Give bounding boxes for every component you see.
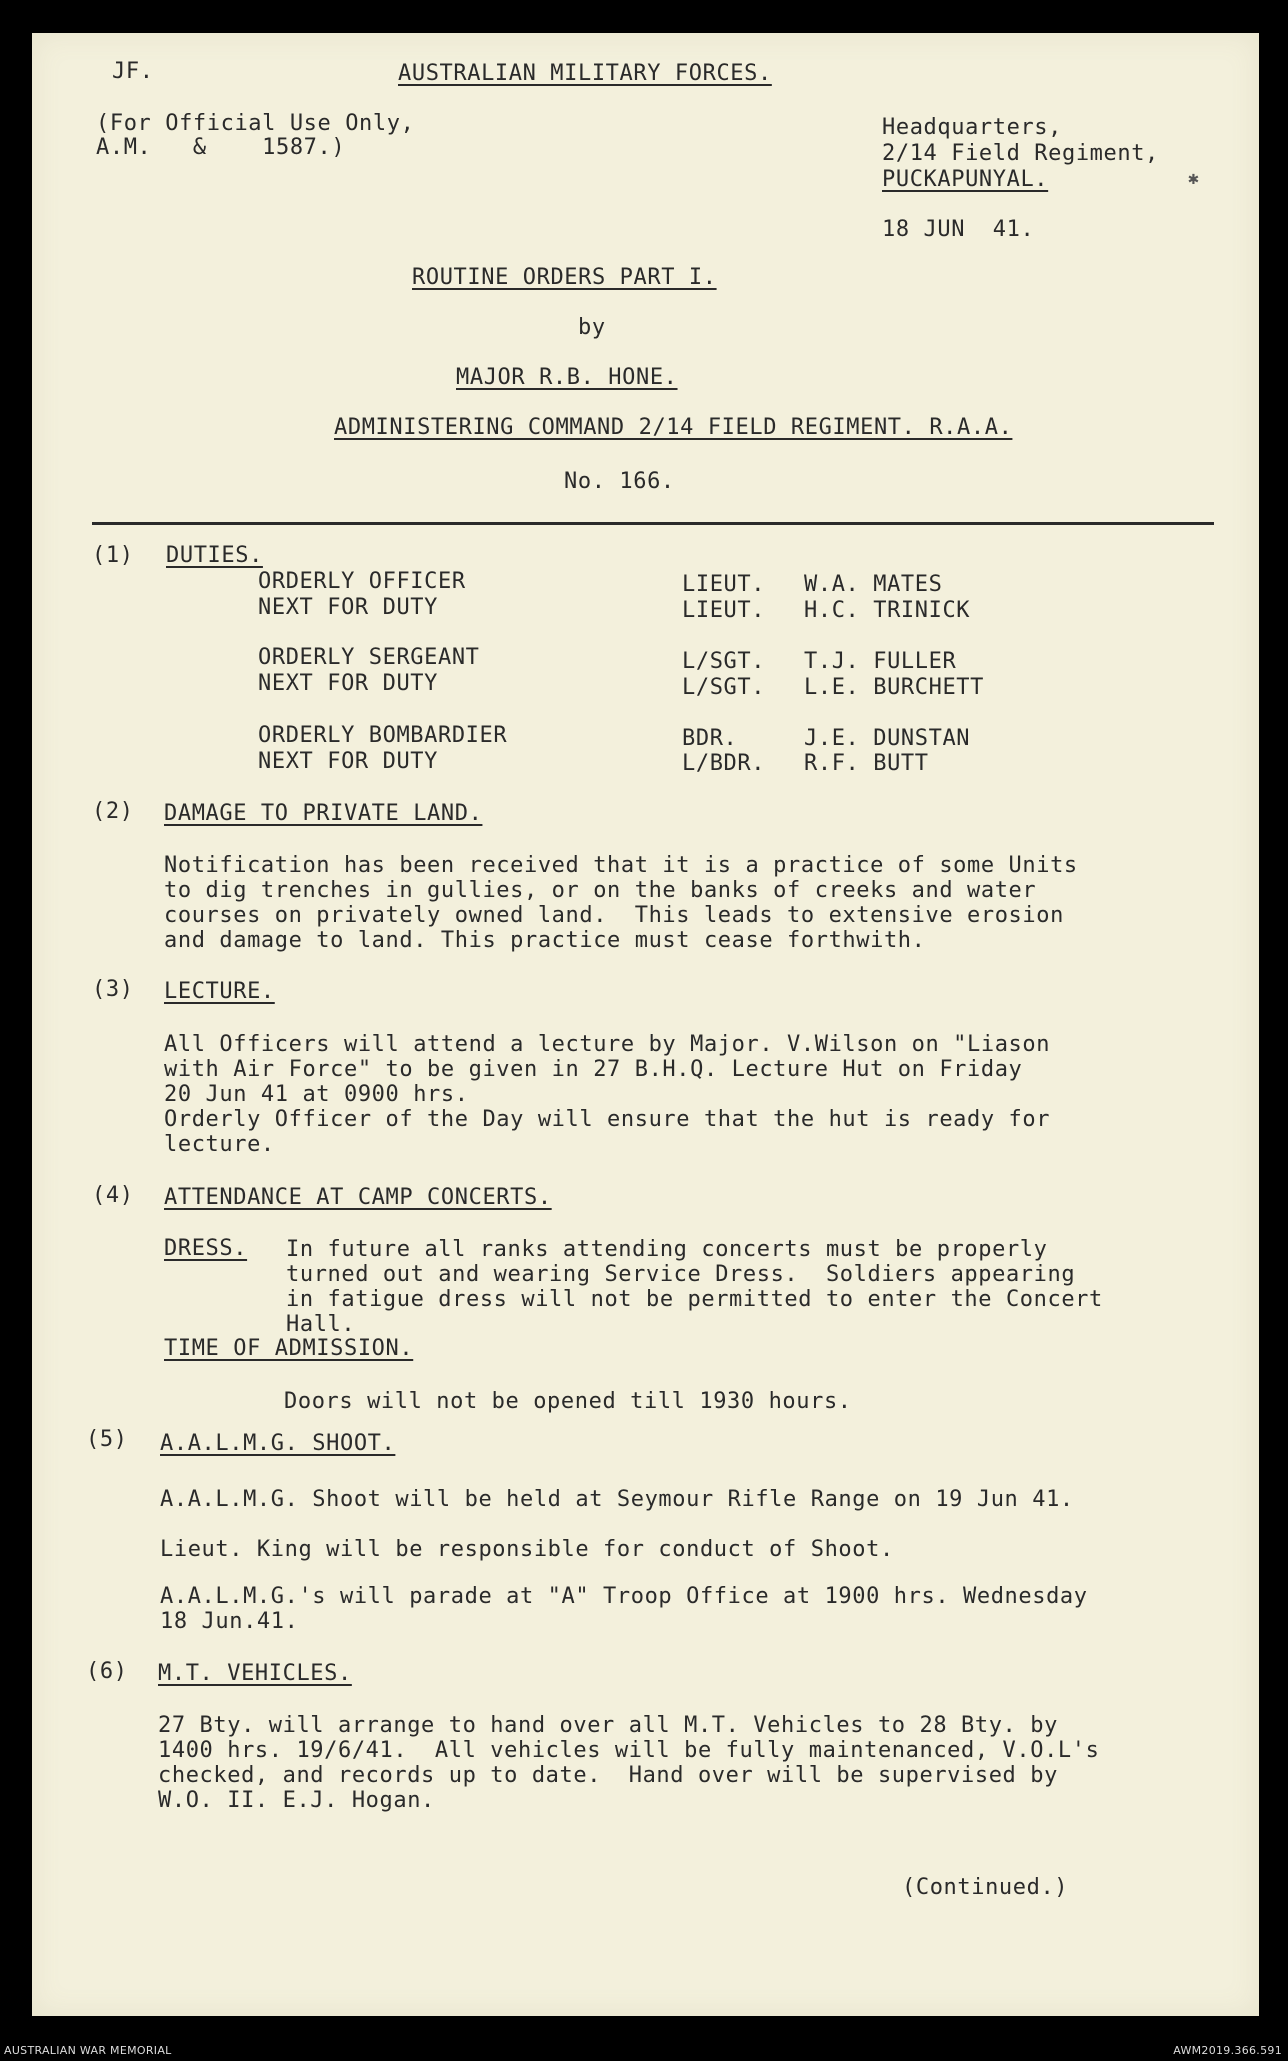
orders-heading: ROUTINE ORDERS PART I. (412, 265, 717, 290)
duty-rank: BDR. (682, 726, 738, 751)
admission-label: TIME OF ADMISSION. (164, 1336, 414, 1361)
duty-rank: L/BDR. (682, 751, 766, 776)
duty-role: NEXT FOR DUTY (258, 595, 438, 620)
duty-name: H.C. TRINICK (804, 598, 971, 623)
dress-body: In future all ranks attending concerts must be properly turned out and wearing Service Dress. Soldiers appearing in fatigue dress will not be permitted to enter the Concert Hall. (286, 1237, 1103, 1337)
dress-label: DRESS. (164, 1236, 248, 1261)
section-4-title: ATTENDANCE AT CAMP CONCERTS. (164, 1185, 552, 1210)
hq-line-1: Headquarters, (882, 115, 1062, 140)
duty-name: R.F. BUTT (804, 751, 929, 776)
section-5-number: (5) (86, 1427, 128, 1452)
shoot-paragraph-1: A.A.L.M.G. Shoot will be held at Seymour Rifle Range on 19 Jun 41. (160, 1487, 1074, 1512)
section-4-number: (4) (92, 1183, 134, 1208)
admission-body: Doors will not be opened till 1930 hours. (284, 1389, 852, 1414)
commanding-officer: MAJOR R.B. HONE. (456, 365, 678, 390)
section-1-number: (1) (92, 543, 134, 568)
official-use-line-1: (For Official Use Only, (96, 111, 415, 136)
section-3-title: LECTURE. (164, 979, 275, 1004)
section-3-number: (3) (92, 977, 134, 1002)
order-date: 18 JUN 41. (882, 217, 1035, 242)
duty-name: L.E. BURCHETT (804, 675, 984, 700)
ink-mark: ✱ (1188, 168, 1199, 189)
order-number: No. 166. (564, 469, 675, 494)
reference-code: JF. (112, 59, 154, 84)
duty-name: T.J. FULLER (804, 649, 957, 674)
by-label: by (578, 315, 606, 340)
document-title: AUSTRALIAN MILITARY FORCES. (398, 61, 772, 86)
continued-note: (Continued.) (902, 1875, 1069, 1900)
shoot-paragraph-2: Lieut. King will be responsible for conduct of Shoot. (160, 1537, 894, 1562)
section-3-body: All Officers will attend a lecture by Major. V.Wilson on "Liason with Air Force" to be given in 27 B.H.Q. Lecture Hut on Friday 20 Jun 41 at 0900 hrs. Orderly Officer of the Day will ensure that the hut is ready for lecture. (164, 1032, 1051, 1157)
duty-role: ORDERLY SERGEANT (258, 645, 480, 670)
section-5-title: A.A.L.M.G. SHOOT. (160, 1431, 396, 1456)
section-2-number: (2) (92, 799, 134, 824)
duty-rank: LIEUT. (682, 572, 766, 597)
shoot-paragraph-3: A.A.L.M.G.'s will parade at "A" Troop Office at 1900 hrs. Wednesday 18 Jun.41. (160, 1584, 1088, 1634)
duty-name: W.A. MATES (804, 572, 943, 597)
duty-rank: LIEUT. (682, 598, 766, 623)
official-use-line-2: A.M. & 1587.) (96, 135, 346, 160)
hq-line-2: 2/14 Field Regiment, (882, 141, 1159, 166)
archive-credit: AUSTRALIAN WAR MEMORIAL (4, 2044, 172, 2057)
duty-role: NEXT FOR DUTY (258, 749, 438, 774)
heading-divider (92, 522, 1214, 525)
section-2-title: DAMAGE TO PRIVATE LAND. (164, 801, 483, 826)
section-6-title: M.T. VEHICLES. (158, 1661, 352, 1686)
duty-role: ORDERLY OFFICER (258, 569, 466, 594)
duty-rank: L/SGT. (682, 649, 766, 674)
duty-rank: L/SGT. (682, 675, 766, 700)
section-1-title: DUTIES. (166, 543, 263, 568)
archive-reference: AWM2019.366.591 (1173, 2044, 1282, 2057)
section-2-body: Notification has been received that it is a practice of some Units to dig trenches in gullies, or on the banks of creeks and water courses on privately owned land. This leads to extensive erosion and damage to land. This practice must cease forthwith. (164, 853, 1078, 953)
duty-name: J.E. DUNSTAN (804, 726, 971, 751)
command-line: ADMINISTERING COMMAND 2/14 FIELD REGIMENT. R.A.A. (334, 415, 1013, 440)
section-6-number: (6) (86, 1659, 128, 1684)
hq-location: PUCKAPUNYAL. (882, 167, 1049, 192)
duty-role: NEXT FOR DUTY (258, 671, 438, 696)
section-6-body: 27 Bty. will arrange to hand over all M.T. Vehicles to 28 Bty. by 1400 hrs. 19/6/41. All vehicles will be fully maintenanced, V.O.L's checked, and records up to date. Hand over will be supervised by W.O. II. E.J. Hogan. (158, 1713, 1100, 1813)
duty-role: ORDERLY BOMBARDIER (258, 723, 508, 748)
